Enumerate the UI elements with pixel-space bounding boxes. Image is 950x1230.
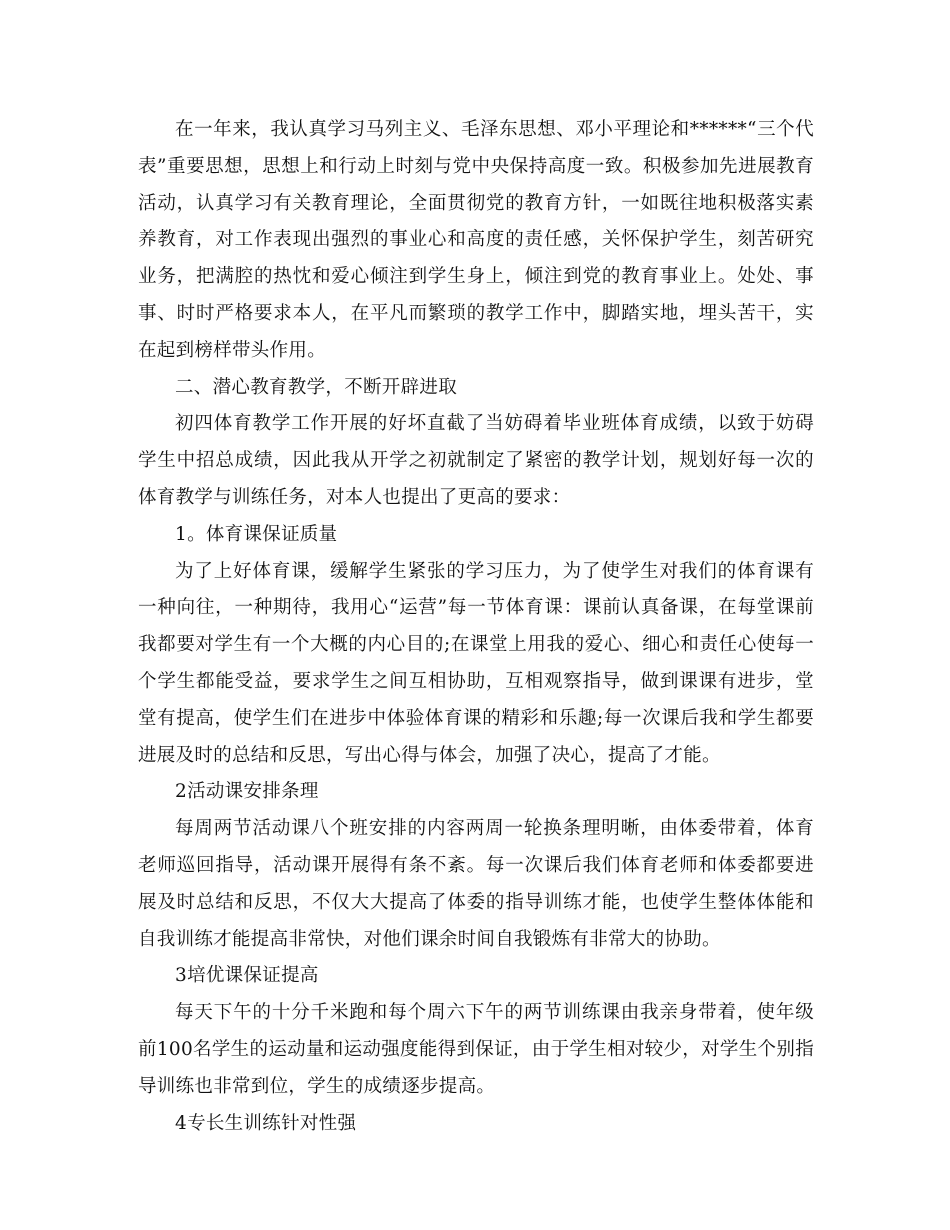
- paragraph-pe-class: 为了上好体育课，缓解学生紧张的学习压力，为了使学生对我们的体育课有一种向往，一种期待，我用心“运营”每一节体育课：课前认真备课，在每堂课前我都要对学生有一个大概的内心目的;在课堂上用我的爱心、细心和责任心使每一个学生都能受益，要求学生之间互相协助，互相观察指导，做到课课有进步，堂堂有提高，使学生们在进步中体验体育课的精彩和乐趣;每一次课后我和学生都要进展及时的总结和反思，写出心得与体会，加强了决心，提高了才能。: [138, 560, 814, 766]
- paragraph-teaching-plan: 初四体育教学工作开展的好坏直截了当妨碍着毕业班体育成绩，以致于妨碍学生中招总成绩，因此我从开学之初就制定了紧密的教学计划，规划好每一次的体育教学与训练任务，对本人也提出了更高的要求：: [138, 413, 814, 508]
- document-body: [138, 112, 814, 1142]
- subheading-pe-class: 1。体育课保证质量: [175, 523, 338, 545]
- paragraph-enrichment-class: 每天下午的十分千米跑和每个周六下午的两节训练课由我亲身带着，使年级前100名学生的运动量和运动强度能得到保证，由于学生相对较少，对学生个别指导训练也非常到位，学生的成绩逐步提高。: [138, 1002, 814, 1097]
- subheading-specialty-training: 4专长生训练针对性强: [175, 1112, 357, 1134]
- section-heading-2: 二、潜心教育教学，不断开辟进取: [175, 376, 458, 398]
- paragraph-activity-class: 每周两节活动课八个班安排的内容两周一轮换条理明晰，由体委带着，体育老师巡回指导，活动课开展得有条不紊。每一次课后我们体育老师和体委都要进展及时总结和反思，不仅大大提高了体委的指导训练才能，也使学生整体体能和自我训练才能提高非常快，对他们课余时间自我锻炼有非常大的协助。: [138, 818, 814, 950]
- paragraph-intro: 在一年来，我认真学习马列主义、毛泽东思想、邓小平理论和******“三个代表”重要思想，思想上和行动上时刻与党中央保持高度一致。积极参加先进展教育活动，认真学习有关教育理论，全面贯彻党的教育方针，一如既往地积极落实素养教育，对工作表现出强烈的事业心和高度的责任感，关怀保护学生，刻苦研究业务，把满腔的热忱和爱心倾注到学生身上，倾注到党的教育事业上。处处、事事、时时严格要求本人，在平凡而繁琐的教学工作中，脚踏实地，埋头苦干，实在起到榜样带头作用。: [138, 119, 814, 361]
- subheading-activity-class: 2活动课安排条理: [175, 781, 319, 803]
- subheading-enrichment-class: 3培优课保证提高: [175, 965, 319, 987]
